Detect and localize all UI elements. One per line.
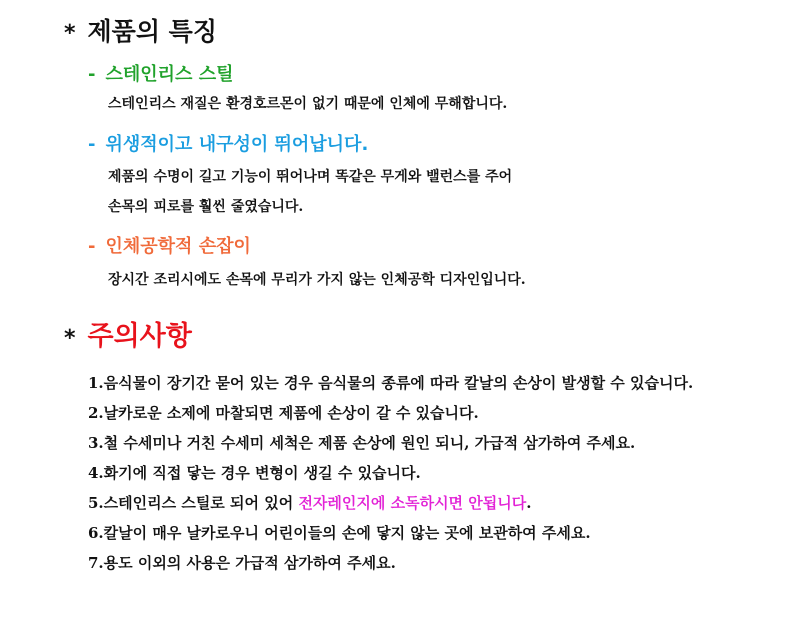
feature-heading-text: 위생적이고 내구성이 뛰어납니다.: [105, 134, 369, 155]
caution-item: 2.날카로운 소제에 마찰되면 제품에 손상이 갈 수 있습니다.: [88, 404, 479, 422]
microwave-warning-highlight: 전자레인지에 소독하시면 안됩니다: [298, 494, 527, 512]
caution-item: 1.음식물이 장기간 묻어 있는 경우 음식물의 종류에 따라 칼날의 손상이 발생할 수 있습니다.: [88, 374, 694, 392]
feature-body-hygiene: [108, 162, 512, 222]
dash-bullet: -: [88, 236, 96, 257]
caution-title: [64, 314, 192, 353]
feature-body-line: 제품의 수명이 길고 기능이 뛰어나며 똑같은 무게와 밸런스를 주어: [108, 169, 513, 185]
feature-heading-text: 인체공학적 손잡이: [105, 236, 251, 257]
feature-body-ergonomic-handle: [108, 265, 526, 295]
features-title: [64, 12, 217, 48]
dash-bullet: -: [88, 64, 96, 85]
caution-item: 6.칼날이 매우 날카로우니 어린이들의 손에 닿지 않는 곳에 보관하여 주세요.: [88, 524, 591, 542]
feature-body-line: 손목의 피로를 훨씬 줄였습니다.: [108, 199, 304, 215]
caution-item: 4.화기에 직접 닿는 경우 변형이 생길 수 있습니다.: [88, 464, 421, 482]
caution-item: [88, 488, 693, 518]
feature-body-line: 장시간 조리시에도 손목에 무리가 가지 않는 인체공학 디자인입니다.: [108, 272, 526, 288]
caution-title-text: 주의사항: [87, 321, 192, 352]
feature-heading-text: 스테인리스 스틸: [105, 64, 234, 85]
feature-body-stainless: [108, 89, 507, 119]
caution-item: 7.용도 이외의 사용은 가급적 삼가하여 주세요.: [88, 554, 396, 572]
features-title-text: 제품의 특징: [87, 17, 217, 46]
caution-item-text: 5.스테인리스 스틸로 되어 있어: [88, 494, 299, 512]
asterisk-icon: *: [64, 21, 76, 46]
caution-item: 3.철 수세미나 거친 수세미 세척은 제품 손상에 원인 되니, 가급적 삼가하여 주세요.: [88, 434, 636, 452]
feature-heading-hygiene: [88, 130, 368, 156]
feature-heading-stainless: [88, 60, 233, 86]
feature-heading-ergonomic-handle: [88, 232, 251, 258]
feature-body-line: 스테인리스 재질은 환경호르몬이 없기 때문에 인체에 무해합니다.: [108, 96, 508, 112]
asterisk-icon: *: [64, 326, 76, 351]
caution-item-end: .: [526, 494, 532, 512]
dash-bullet: -: [88, 134, 96, 155]
caution-list: [88, 368, 693, 578]
